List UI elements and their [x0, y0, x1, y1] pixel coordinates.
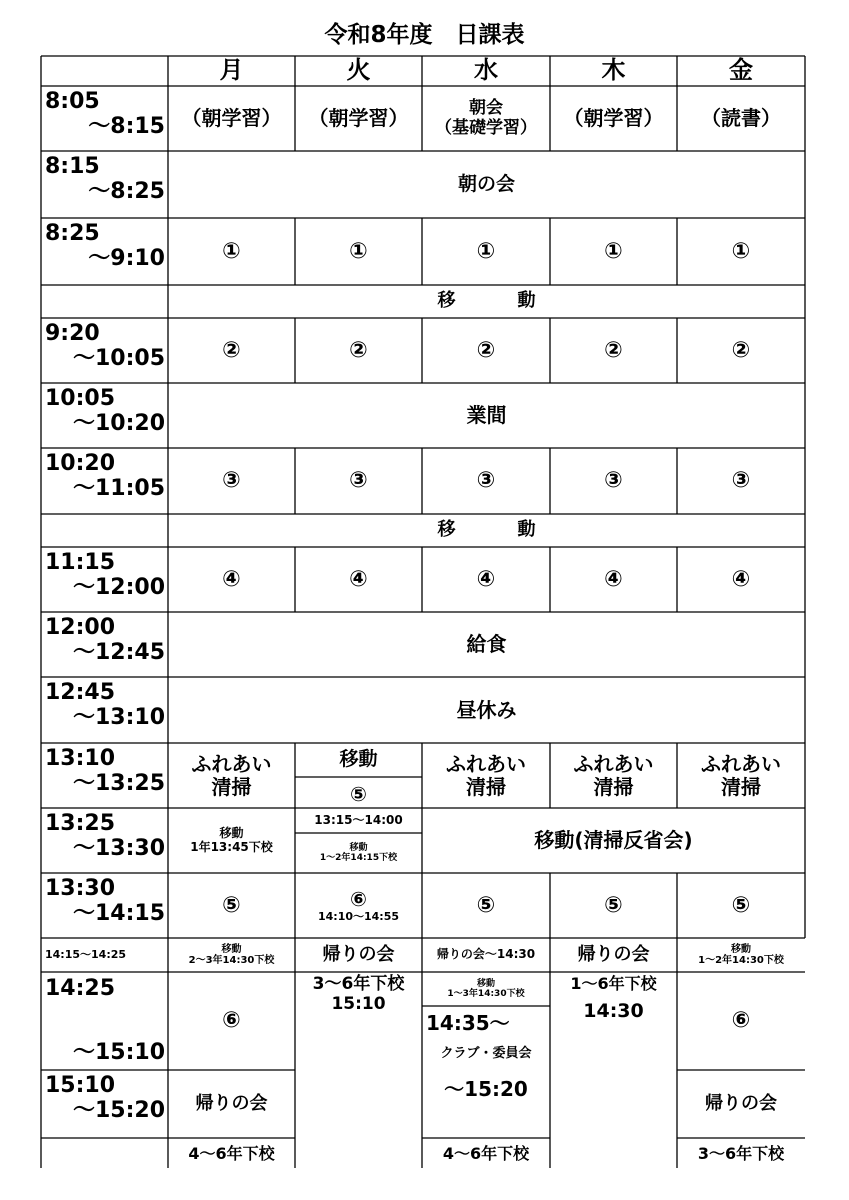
period-2-tue: ② [349, 337, 368, 363]
time-1310: 13:10 ～13:25 [45, 746, 165, 796]
day-header-fri: 金 [729, 56, 753, 85]
time-1415: 14:15～14:25 [45, 947, 127, 961]
fri-ido-1415: 移動 1～2年14:30下校 [698, 943, 784, 966]
time-1510: 15:10 ～15:20 [45, 1073, 165, 1123]
thu-gekou: 1～6年下校 14:30 [570, 974, 657, 1023]
period-1-fri: ① [731, 238, 751, 264]
mon-ido-1325: 移動 1年13:45下校 [190, 825, 273, 854]
ido-row-2: 移 動 [437, 519, 558, 541]
period-3-fri: ③ [731, 468, 751, 494]
time-0815: 8:15 ～8:25 [45, 154, 165, 204]
period-2-fri: ② [731, 337, 751, 363]
time-0920: 9:20 ～10:05 [45, 321, 165, 371]
period-1-mon: ① [222, 238, 241, 264]
period-5-wed: ⑤ [476, 892, 496, 918]
page-title: 令和8年度 日課表 [324, 22, 525, 48]
period-3-wed: ③ [476, 468, 496, 494]
time-1330: 13:30 ～14:15 [45, 876, 165, 926]
time-1245: 12:45 ～13:10 [45, 680, 165, 730]
hiruyasumi: 昼休み [456, 697, 517, 722]
period-2-thu: ② [604, 337, 623, 363]
tue-period-6: ⑥ 14:10～14:55 [317, 886, 400, 923]
wed-ido-1425: 移動 1～3年14:30下校 [447, 978, 525, 999]
morning-tue: （朝学習） [308, 106, 409, 130]
morning-fri: （読書） [701, 106, 781, 130]
mon-final: 4～6年下校 [188, 1143, 275, 1163]
period-2-mon: ② [222, 337, 241, 363]
morning-mon: （朝学習） [181, 106, 282, 130]
gyokan: 業間 [466, 403, 507, 427]
period-4-fri: ④ [731, 566, 751, 592]
period-3-mon: ③ [222, 468, 241, 494]
tue-ido-1310: 移動 [339, 748, 378, 771]
period-1-tue: ① [349, 238, 368, 264]
period-4-wed: ④ [476, 566, 496, 592]
period-5-fri: ⑤ [731, 892, 751, 918]
period-5-thu: ⑤ [604, 892, 623, 918]
tue-kaeri: 帰りの会 [322, 943, 395, 965]
period-3-thu: ③ [604, 468, 623, 494]
time-1005: 10:05 ～10:20 [45, 386, 165, 436]
fureai-fri: ふれあい 清掃 [701, 751, 781, 799]
fri-final: 3～6年下校 [697, 1143, 785, 1163]
wed-club-end: ～15:20 [444, 1076, 528, 1101]
period-4-thu: ④ [604, 566, 623, 592]
kyushoku: 給食 [466, 632, 507, 656]
morning-thu: （朝学習） [563, 106, 664, 130]
period-4-tue: ④ [349, 566, 368, 592]
tue-ido-1325: 移動 1～2年14:15下校 [319, 842, 398, 863]
period-1-thu: ① [604, 238, 623, 264]
day-header-thu: 木 [601, 56, 626, 85]
tue-gekou-final: 3～6年下校 15:10 [312, 974, 405, 1014]
day-header-tue: 火 [346, 56, 371, 85]
time-0825: 8:25 ～9:10 [45, 221, 165, 271]
mon-ido-1415: 移動 2～3年14:30下校 [188, 943, 275, 966]
tue-period-5-num: ⑤ [350, 781, 367, 806]
period-1-wed: ① [476, 238, 496, 264]
period-6-mon: ⑥ [222, 1008, 241, 1034]
period-3-tue: ③ [349, 468, 368, 494]
period-6-fri: ⑥ [731, 1008, 751, 1034]
time-0805: 8:05 ～8:15 [45, 89, 165, 139]
time-1325: 13:25 ～13:30 [45, 811, 165, 861]
day-header-mon: 月 [219, 56, 244, 85]
fri-kaeri: 帰りの会 [705, 1092, 777, 1114]
fureai-mon: ふれあい 清掃 [191, 751, 272, 799]
time-1425-end: ～15:10 [72, 1040, 165, 1065]
fureai-wed: ふれあい 清掃 [446, 751, 526, 799]
fureai-thu: ふれあい 清掃 [573, 751, 654, 799]
time-1425-start: 14:25 [45, 976, 116, 1001]
period-4-mon: ④ [222, 566, 241, 592]
wed-club-time: 14:35～ [426, 1010, 510, 1035]
morning-wed: 朝会 （基礎学習） [435, 97, 537, 138]
day-header-wed: 水 [474, 56, 498, 85]
wed-kaeri: 帰りの会～14:30 [436, 947, 536, 962]
tue-period-5-time: 13:15～14:00 [314, 813, 403, 828]
time-1115: 11:15 ～12:00 [45, 550, 165, 600]
mon-kaeri: 帰りの会 [195, 1092, 268, 1114]
asa-no-kai: 朝の会 [457, 172, 515, 195]
ido-row-1: 移 動 [437, 290, 558, 312]
period-2-wed: ② [476, 337, 496, 363]
time-1020: 10:20 ～11:05 [45, 451, 165, 501]
wed-final: 4～6年下校 [442, 1143, 530, 1163]
thu-kaeri: 帰りの会 [577, 943, 650, 965]
time-1200: 12:00 ～12:45 [45, 615, 165, 665]
wed-club: クラブ・委員会 [440, 1045, 532, 1061]
seisou-hanseikai: 移動(清掃反省会) [534, 828, 693, 852]
period-5-mon: ⑤ [222, 892, 241, 918]
